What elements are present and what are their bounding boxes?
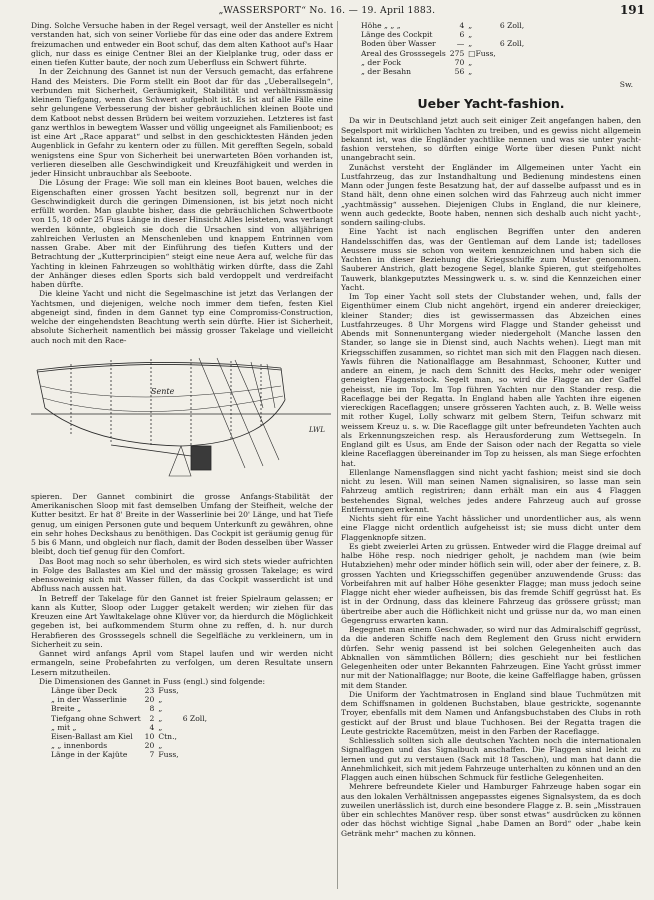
paragraph: Die Uniform der Yachtmatrosen in England sind blaue Tuchmützen mit dem Schiffsnamen in goldenen Buchstaben, blaue gestrickte, sogenannte Troyer, ebenfalls mit dem Namen und Anfangsbuchstaben des Clubs in roth gestickt auf der Brust und blaue Tuchhosen. Bei der Regatta tragen die Leute gestrickte Racemützen, meist in den Farben der Raceflagge.: [341, 689, 641, 736]
dimension-extra: 6 Zoll,: [499, 21, 525, 30]
paragraph: Schliesslich sollten sich alle deutschen Yachten noch die internationalen Signalflaggen und das Signalbuch anschaffen. Die Flaggen sind leicht zu lernen und gut zu verstauen (Sack mit 18 Taschen), und man hat dann die Annehmlichkeit, sich mit jedem Fahrzeuge unterhalten zu können und an den Flaggen auch einen hübschen Schmuck für festliche Gelegenheiten.: [341, 736, 641, 783]
dimensions-table-left: [49, 686, 209, 760]
dimension-label: Breite „: [51, 704, 82, 714]
dimension-extra: [498, 67, 526, 76]
dimension-value: 6: [459, 30, 465, 40]
dimension-row: [49, 704, 209, 713]
dimension-value: —: [456, 39, 465, 49]
dimension-label: Länge in der Kajüte: [51, 750, 128, 760]
figure-name-label: Sente: [151, 386, 175, 396]
paragraph: Nichts sieht für eine Yacht hässlicher und unordentlicher aus, als wenn eine Flagge nicht ordentlich aufgeheisst ist; sie muss dicht unter dem Flaggenknopfe sitzen.: [341, 514, 641, 542]
dimension-value: 2: [149, 713, 155, 723]
dimension-unit: „: [158, 713, 163, 723]
dimension-row: [359, 21, 526, 30]
dimension-value: 4: [459, 21, 465, 30]
dimension-value: 10: [144, 732, 155, 742]
dimension-label: Eisen-Ballast am Kiel: [51, 732, 133, 742]
page-header: [0, 3, 654, 19]
column-divider: [337, 21, 338, 889]
left-column: [31, 21, 333, 760]
dimension-unit: „: [158, 722, 163, 732]
dimension-extra: [498, 58, 526, 67]
dimension-label: Areal des Grosssegels: [361, 48, 446, 58]
dimension-extra: [181, 695, 209, 704]
paragraph: Gannet wird anfangs April vom Stapel laufen und wir werden nicht ermangeln, seine Probefahrten zu verfolgen, um deren Resultate unsern Lesern mitzutheilen.: [31, 649, 333, 677]
dimension-row: [359, 30, 526, 39]
dimension-value: 275: [449, 48, 465, 58]
dimension-extra: [181, 741, 209, 750]
dimension-label: „ „ innenbords: [51, 741, 108, 751]
paragraph: Ellenlange Namensflaggen sind nicht yacht fashion; meist sind sie doch nicht zu lesen. Will man seinen Namen signalisiren, so lasse man sein Fahrzeug amtlich registriren; dann erhält man ein aus 4 Flaggen bestehendes Signal, welches jedes andere Fahrzeug auch auf grosse Entfernungen erkennt.: [341, 467, 641, 514]
paragraph: Es giebt zweierlei Arten zu grüssen. Entweder wird die Flagge dreimal auf halbe Höhe resp. noch niedriger geholt, je nachdem man (wie beim Hutabziehen) mehr oder minder höflich sein will, oder aber der feinere, z. B. grossen Yachten und Kriegsschiffen gegenüber anzuwendende Gruss: das Vorbeifahren mit auf halber Höhe gesenkter Flagge; man muss jedoch seine Flagge nicht eher wieder aufheissen, bis das fremde Schiff gegrüsst hat. Es ist in der Ordnung, dass das kleinere Fahrzeug das grössere grüsst; man übertreibe aber auch die Höflichkeit nicht und grüsse nur da, wo man einen Gegengruss erwarten kann.: [341, 541, 641, 625]
dimension-row: [49, 732, 209, 741]
dimension-extra: [181, 704, 209, 713]
dimension-label: „ mit „: [51, 722, 77, 732]
paragraph: Die kleine Yacht und nicht die Segelmaschine ist jetzt das Verlangen der Yachtsmen, und diejenigen, welche noch immer dem tiefen, festen Kiel abgeneigt sind, finden in dem Gannet typ eine Compromiss-Construction, welche der eingehendsten Beachtung werth sein dürfte. Hier ist Sicherheit, absolute Sicherheit namentlich bei mässig grosser Takelage und vielleicht auch noch mit den Race-: [31, 289, 333, 345]
dimension-extra: [181, 732, 209, 741]
dimension-value: 4: [149, 722, 155, 732]
dimension-value: 7: [149, 750, 155, 760]
dimension-value: 23: [144, 686, 155, 695]
dimension-value: 20: [144, 695, 155, 705]
dimension-extra: [498, 49, 526, 58]
dimension-row: [359, 58, 526, 67]
hull-drawing: [31, 348, 333, 488]
dimension-row: [359, 39, 526, 48]
dimension-label: Länge des Cockpit: [361, 30, 433, 40]
dimension-unit: „: [158, 741, 163, 751]
running-head: „WASSERSPORT“ No. 16. — 19. April 1883.: [218, 5, 436, 16]
page-number: 191: [619, 3, 645, 17]
paragraph: Zunächst versteht der Engländer im Allgemeinen unter Yacht ein Lustfahrzeug, das zur Instandhaltung und Bedienung mindestens einen Mann oder Jungen feste Besatzung hat, der auf dasselbe aufpasst und es in Stand hält, denn ohne einen solchen wird das Fahrzeug auch nicht immer „yachtmässig“ aussehen. Diejenigen Clubs in England, die nur kleinere, wenn auch gedeckte, Boote haben, nennen sich deshalb auch nicht yacht-, sondern sailing-clubs.: [341, 162, 641, 228]
dimension-unit: „: [468, 39, 473, 49]
dimension-label: Höhe „ „ „: [361, 21, 401, 30]
dimension-label: Boden über Wasser: [361, 39, 436, 49]
paragraph: Die Lösung der Frage: Wie soll man ein kleines Boot bauen, welches die Eigenschaften einer grossen Yacht besitzen soll, begrenzt nur in der Geschwindigkeit durch die geringen Dimensionen, ist bis jetzt noch nicht erfüllt worden. Man glaubte bisher, dass die gebräuchlichen Schwertboote von 15, 18 oder 25 Fuss Länge in dieser Hinsicht Alles leisteten, was verlangt werden könnte, obgleich sie doch die Ursachen sind von alljährigen zahlreichen Verlusten an Menschenleben und knappem Entrinnen vom nassen Grabe. Aber mit der Einführung des tiefen Kutters und der Betrachtung der „Kutterprincipien“ steigt eine neue Aera auf, welche für das Yachting in kleinen Fahrzeugen so wohlthätig wirken dürfte, dass die Zahl der Anhänger dieses edlen Sports sich bald verdoppelt und verdreifacht haben dürfte.: [31, 178, 333, 289]
dimension-label: „ der Besahn: [361, 67, 412, 77]
dimension-unit: „: [158, 695, 163, 705]
dimension-extra: [181, 723, 209, 732]
dimension-extra: 6 Zoll,: [182, 713, 208, 723]
dimension-label: Tiefgang ohne Schwert: [51, 713, 141, 723]
dimensions-table-right: [359, 21, 526, 76]
dimension-unit: „: [468, 57, 473, 67]
dimension-row: [49, 714, 209, 723]
dimension-row: [359, 49, 526, 58]
dimensions-intro: Die Dimensionen des Gannet in Fuss (engl.) sind folgende:: [39, 676, 266, 686]
paragraph: Begegnet man einem Geschwader, so wird nur das Admiralschiff gegrüsst, da die anderen Schiffe nach dem Reglement den Gruss nicht erwidern dürfen. Sehr wenig passend ist bei solchen Gelegenheiten auch das Abknallen von sämmtlichen Böllern; dies geschieht nur bei festlichen Gelegenheiten oder unter Bekannten Fahrzeugen. Eine Yacht grüsst immer nur mit der Nationalflagge; nur Boote, die keine Gaffelflagge haben, grüssen mit dem Stander.: [341, 625, 641, 690]
dimension-label: Länge über Deck: [51, 686, 117, 695]
dimension-unit: „: [468, 67, 473, 77]
dimension-label: „ der Fock: [361, 57, 402, 67]
dimension-value: 20: [144, 741, 155, 751]
hull-lines-figure: [31, 348, 333, 488]
paragraph: Das Boot mag noch so sehr überholen, es wird sich stets wieder aufrichten in Folge des Ballastes am Kiel und der mässig grossen Takelage; es wird ebensoweinig sich mit Wasser füllen, da das Cockpit wasserdicht ist und Abfluss nach aussen hat.: [31, 556, 333, 594]
dimension-label: „ in der Wasserlinie: [51, 695, 127, 705]
paragraph: Mehrere befreundete Kieler und Hamburger Fahrzeuge haben sogar ein aus den lokalen Verhältnissen angepasstes eigenes Signalsystem, da es doch zuweilen unerlässlich ist, durch eine besondere Flagge z. B. sein „Misstrauen über ein schlechtes Manöver resp. über sonst etwas“ ausdrücken zu können oder das höchst wichtige Signal „habe Damen an Bord“ oder „habe kein Getränk mehr“ machen zu können.: [341, 782, 641, 838]
dimension-unit: „: [158, 704, 163, 714]
right-column: [341, 21, 641, 838]
dimension-value: 8: [149, 704, 155, 714]
dimension-row: [49, 695, 209, 704]
dimension-row: [49, 741, 209, 750]
dimension-value: 70: [454, 57, 465, 67]
figure-waterline-label: LWL: [309, 425, 325, 434]
paragraph: spieren. Der Gannet combinirt die grosse Anfangs-Stabilität der Amerikanischen Sloop mit fast demselben Umfang der Steifheit, welche der Kutter besitzt. Er hat 8' Breite in der Wasserlinie bei 20' Länge, und hat Tiefe genug, um einigen Personen gute und bequem Unterkunft zu gewähren, ohne ein sehr hohes Deckshaus zu benöthigen. Das Cockpit ist geräumig genug für 5 bis 6 Mann, und obgleich nur flach, damit der Boden desselben über Wasser bleibt, doch tief genug für den Comfort.: [31, 491, 333, 557]
paragraph: In Betreff der Takelage für den Gannet ist freier Spielraum gelassen; er kann als Kutter, Sloop oder Lugger getakelt werden; wir ziehen für das Kreuzen eine Art Yawltakelage ohne Klüver vor, da hierdurch die Möglichkeit gegeben ist, bei aufkommendem Sturm ohne zu reffen, d. h. nur durch Herabfieren des Grosssegels schnell die Segelfläche zu verkleinern, um in Sicherheit zu sein.: [31, 593, 333, 649]
dimension-row: [49, 723, 209, 732]
dimensions-signature: Sw.: [619, 80, 633, 90]
section-title: Ueber Yacht-fashion.: [417, 96, 565, 112]
dimension-unit: „: [468, 21, 473, 30]
dimension-unit: Ctn.,: [158, 732, 177, 742]
dimension-extra: 6 Zoll,: [499, 39, 525, 49]
dimension-row: [49, 750, 209, 759]
dimension-extra: [498, 30, 526, 39]
dimension-row: [359, 67, 526, 76]
dimension-unit: □Fuss,: [468, 48, 496, 58]
dimension-value: 56: [454, 67, 465, 77]
paragraph: Ding. Solche Versuche haben in der Regel versagt, weil der Ansteller es nicht verstanden hat, sich von seiner Vorliebe für das eine oder das andere Extrem freizumachen und entweder ein Boot schuf, das dem alten Kathoot auf's Haar glich, nur dass es einige Centner Blei an der Kielplanke trug, oder dass er einen tiefen Kutter baute, der noch zum Ueberfluss ein Schwert führte.: [31, 21, 333, 67]
paragraph: Eine Yacht ist nach englischen Begriffen unter den anderen Handelsschiffen das, was der Gentleman auf dem Lande ist; tadelloses Aeussere muss sie schon von weitem kennzeichnen und haben sich die Yachten in dieser Beziehung die Kriegsschiffe zum Muster genommen. Sauberer Anstrich, glatt bezogene Segel, blanke Spieren, gut steifgeholtes Tauwerk, blankgeputztes Messingwerk u. s. w. sind die Kennzeichen einer Yacht.: [341, 227, 641, 292]
dimension-row: [49, 686, 209, 695]
dimension-unit: Fuss,: [158, 750, 179, 760]
paragraph: Im Top einer Yacht soll stets der Clubstander wehen, und, falls der Eigenthümer einem Club nicht angehört, irgend ein anderer dreieckiger, kleiner Stander; dies ist gewissermassen das Abzeichen eines Lustfahrzeuges. 8 Uhr Morgens wird Flagge und Stander geheisst und Abends mit Sonnenuntergang wieder niedergeholt (Manche lassen den Stander, so lange sie in Dienst sind, auch Nachts wehen). Liegt man mit Kriegsschiffen zusammen, so richtet man sich mit den Flaggen nach diesen. Yawls führen die Nationalflagge am Besahnmast, Schooner, Kutter und andere an einem, je nach dem Schnitt des Hecks, mehr oder weniger geneigten Flaggenstock. Segelt man, so wird die Flagge an der Gaffel geheisst, nie im Top. Im Top führen Yachten nur den Stander resp. die Raceflagge bei der Regatta. In England haben alle Yachten ihre eigenen viereckigen Raceflaggen; unsere grösseren Yachten auch, z. B. Welle weiss mit rother Kugel, Lolly schwarz mit gelbem Stern, Teifun schwarz mit weissem Kreuz u. s. w. Die Raceflagge gilt unter befreundeten Yachten auch als Erkennungszeichen resp. als Herausforderung zum Wettsegeln. In England gilt es Usus, am Ende der Saison oder nach der Regatta so viele kleine Raceflaggen übereinander im Top zu heissen, als man Siege erfochten hat.: [341, 292, 641, 468]
dimension-extra: [181, 750, 209, 759]
paragraph: In der Zeichnung des Gannet ist nun der Versuch gemacht, das erfahrene Hand des Meisters. Die Form stellt ein Boot dar für das „Ueberallsegeln“, verbunden mit Sicherheit, Geräumigkeit, Stabilität und verhältnissmässig kleinem Tiefgang, wenn das Schwert aufgeholt ist. Es ist auf alle Fälle eine sehr gelungene Verbesserung der bisher gebräuchlichen kleinen Boote und dem Katboot nebst dessen Brüdern bei weitem vorzuziehen. Letzteres ist fast ganz werthlos in bewegtem Wasser und völlig ungeeignet als Familienboot; es ist eine Art „Race apparat“ und selbst in den geschicktesten Händen jeden Augenblick in Gefahr zu kentern oder zu füllen. Mit gerefften Segeln, sobald wenigstens eine Spur von Sicherheit bei unerwarteten Böen vorhanden ist, verlieren dieselben alle Geschwindigkeit und Kreuzfähigkeit und werden in jeder Hinsicht unbrauchbar als Seeboote.: [31, 67, 333, 178]
paragraph: Da wir in Deutschland jetzt auch seit einiger Zeit angefangen haben, den Segelsport mit wirklichen Yachten zu treiben, und es gewiss nicht allgemein bekannt ist, was die Engländer yachtlike nennen und was sie unter yacht-fashion verstehen, so dürften einige Worte über diesen Punkt nicht unangebracht sein.: [341, 116, 641, 163]
dimension-extra: [181, 686, 209, 695]
dimension-unit: Fuss,: [158, 686, 179, 695]
dimension-unit: „: [468, 30, 473, 40]
